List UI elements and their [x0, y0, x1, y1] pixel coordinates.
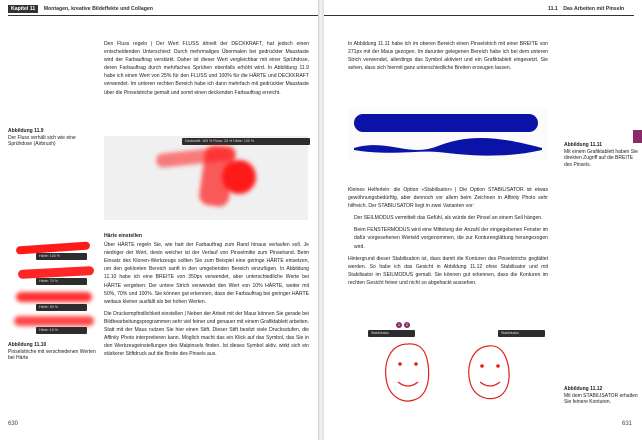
paragraph-fluss: Den Fluss regeln | Der Wert FLUSS ähnelt der DECKKRAFT, hat jedoch einen entscheidenden Unterschied: Durch mehrmaliges Übermalen bei gedrückter Maustaste wird der Farbauftrag verstärkt. Daher ist dieser Wert vergleichbar mit einer Sprühdose, deren Farbauftrag durch mehrfaches Sprühen ebenfalls erhöht wird. In Abbildung 11.9 habe ich einen Wert von 25% für den FLUSS und 100% für die HÄRTE und DECKKRAFT verwendet. Im unteren rechten Bereich habe ich dann mehrfach mit gedrückter Maustaste über die Pinselstriche gemalt und somit einen deckenden Farbauftrag erreicht.	[104, 41, 309, 96]
bullet-seilmodus: Der SEILMODUS vermittelt das Gefühl, als würde der Pinsel an einem Seil hängen.	[354, 215, 543, 222]
caption-fig-11-11	[564, 142, 638, 168]
stabilisator-toolbar-right: Stabilisator	[498, 330, 545, 337]
bullet-fenstermodus: Beim FENSTERMODUS wird eine Mittelung der Anzahl der eingegebenen Fenster im dafür vorgesehenen Werteld vorgenommen, die zur Konturenglättung herangezogen wird.	[354, 227, 548, 250]
right-body-top	[348, 40, 548, 76]
heading-stabilisator: Kleines Helferlein: die Option »Stabilisator« | Die Option STABILISATOR ist etwas gewöhnungsbedürftig, aber dennoch vor allem beim Zeichnen in Affinity Photo sehr hilfreich. Der STABILISATOR liegt in zwei Varianten vor:	[348, 187, 548, 210]
header-rule	[8, 15, 318, 16]
left-body-bottom	[104, 232, 309, 362]
right-running-header	[548, 6, 624, 12]
left-page	[0, 0, 318, 440]
figure-11-12	[368, 322, 548, 408]
page-number: 630	[8, 421, 19, 427]
paint-stroke	[16, 292, 92, 302]
caption-fig-11-12	[564, 386, 638, 406]
left-body-top	[104, 40, 309, 101]
caption-title: Abbildung 11.12	[564, 386, 603, 392]
paragraph-druck: Die Druckempfindlichkeit einstellen | Neben der Arbeit mit der Maus können Sie gerade bei Bildbearbeitungsprogrammen sehr viel feiner und genauer mit einem Grafiktablett arbeiten. Statt mit der Maus nutzen Sie hier einen Stift. Dieser Stift besitzt viele Drucksstufen, die Affinity Photo interpretieren kann. Möglich macht das ein Klick auf das Symbol, das Sie in den Werkzeugeinstellungen des Malpinsels finden. Ist dieses Symbol aktiv, wirkt sich ein stärkerer Stiftdruck auf die Breite des Pinsels aus.	[104, 310, 309, 358]
right-page	[324, 0, 642, 440]
page-number: 631	[622, 421, 633, 427]
caption-text: Der Fluss verhält sich wie eine Sprühdose (Airbrush)	[8, 134, 76, 147]
caption-fig-11-10	[8, 342, 98, 362]
caption-text: Pinselstriche mit verschiedenen Werten bei Härte	[8, 348, 96, 361]
hardness-label: Härte: 70 %	[36, 278, 87, 285]
face-drawings	[368, 338, 548, 408]
caption-text: Mit einem Grafiktablett haben Sie direkten Zugriff auf die BREITE des Pinsels.	[564, 148, 638, 168]
paint-blob	[222, 160, 256, 194]
heading-haerte: Härte einstellen	[104, 233, 142, 239]
caption-fig-11-9	[8, 128, 93, 148]
hardness-label: Härte: 100 %	[36, 253, 87, 260]
chapter-number: Kapitel 11	[8, 5, 38, 13]
section-title: Das Arbeiten mit Pinseln	[563, 6, 625, 12]
hardness-label: Härte: 50 %	[36, 304, 87, 311]
chapter-tab-marker	[633, 130, 642, 143]
caption-text: Mit dem STABILISATOR erhalten Sie feinere Konturen.	[564, 392, 638, 405]
caption-title: Abbildung 11.9	[8, 128, 44, 134]
header-rule	[324, 15, 634, 16]
paint-stroke	[14, 316, 94, 326]
figure-11-11	[348, 108, 548, 160]
paragraph-haerte: Über HÄRTE regeln Sie, wie hart der Farbauftrag zum Rand hinaus verlaufen soll. Je niedriger der Wert, desto weicher ist der Verlauf von Pinselmitte zum Pinselrand. Beim Einsatz des Klonen-Werkzeugs sollten Sie zum Beispiel eine geringe HÄRTE einsetzen, um den geklonten Bereich sanft in den umgebenden Bereich einzufügen. In Abbildung 11.10 habe ich eine BREITE von 350px verwendet, aber unterschiedliche Werte bei HÄRTE vergeben: Der untere Strich verwendet den Wert von 10% HÄRTE, weiter mit 50%, 70% und 100%. Sie können gut erkennen, dass der Farbauftrag bei geringer HÄRTE weitaus kleiner ausfällt als bei hohen Werten.	[104, 242, 309, 305]
tablet-stroke	[348, 134, 548, 160]
right-body-middle	[348, 186, 548, 291]
left-running-header	[8, 6, 153, 12]
hardness-label: Härte: 10 %	[36, 327, 87, 334]
brush-toolbar: Deckkraft: 100 % Fluss: 25 % Härte: 100 %	[182, 138, 310, 145]
mouse-stroke	[354, 114, 538, 132]
caption-title: Abbildung 11.11	[564, 142, 603, 148]
marker-1: 1	[397, 322, 401, 327]
paragraph-stabilisation: Hintergrund dieser Stabilisation ist, dass damit die Konturen des Pinselstrichs geglättet werden. So habe ich das Gesicht in Abbildung 11.12 ohne Stabilisator und mit Stabilisator im SEILMODUS gemalt. Sie können gut erkennen, dass die Konturen im rechten Gesicht feiner und nicht so abgehackt aussehen.	[348, 255, 548, 286]
section-number: 11.1	[548, 6, 558, 12]
figure-11-10	[14, 238, 100, 336]
paragraph-abb-11-11: In Abbildung 11.11 habe ich im oberen Bereich einen Pinselstrich mit einer BREITE von 271px mit der Maus gezogen. Im darunter gelegenen Bereich habe ich bei dem unteren Strich verwendet, allerdings das Symbol aktiviert und ein Grafiktablett eingesetzt. Sie sehen, dass sich hiermit ganz unterschiedliche Breiten erzeugen lassen.	[348, 41, 548, 72]
chapter-title: Montagen, kreative Bildeffekte und Collagen	[43, 6, 153, 12]
stabilisator-toolbar-left: Stabilisator	[368, 330, 415, 337]
figure-11-9	[104, 136, 308, 220]
caption-title: Abbildung 11.10	[8, 342, 47, 348]
marker-2: 2	[405, 322, 409, 327]
